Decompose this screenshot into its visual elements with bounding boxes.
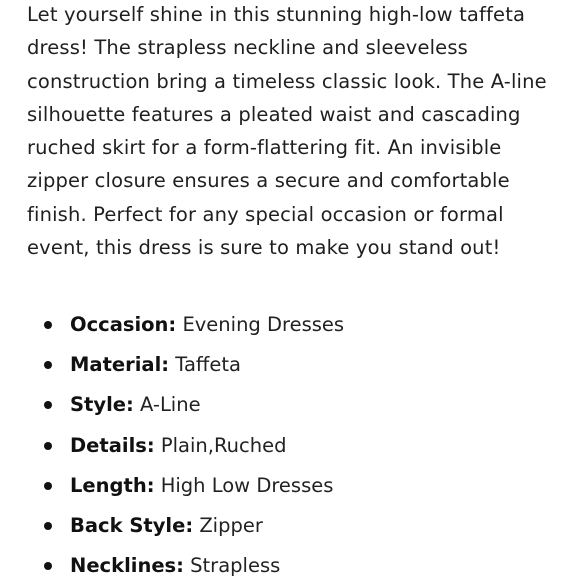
- product-specs-list: [40, 305, 344, 586]
- description-line: event, this dress is sure to make you stand out!: [27, 236, 501, 260]
- bullet-icon: [44, 482, 52, 490]
- bullet-icon: [44, 562, 52, 570]
- description-line: Let yourself shine in this stunning high-low taffeta: [27, 3, 526, 26]
- spec-item-material: [40, 345, 344, 385]
- bullet-icon: [44, 442, 52, 450]
- spec-item-style: [40, 385, 344, 425]
- spec-item-details: [40, 426, 344, 466]
- spec-label: Back Style:: [70, 514, 194, 538]
- bullet-icon: [44, 361, 52, 369]
- spec-item-length: [40, 466, 344, 506]
- bullet-icon: [44, 321, 52, 329]
- description-line: construction bring a timeless classic look. The A-line: [27, 69, 547, 93]
- spec-item-occasion: [40, 305, 344, 345]
- description-line: ruched skirt for a form-flattering fit. An invisible: [27, 136, 502, 160]
- spec-label: Material:: [70, 353, 170, 377]
- description-line: finish. Perfect for any special occasion or formal: [27, 202, 504, 226]
- bullet-icon: [44, 401, 52, 409]
- spec-label: Occasion:: [70, 313, 177, 336]
- description-line: dress! The strapless neckline and sleeveless: [27, 36, 468, 60]
- spec-value: Taffeta: [175, 353, 241, 377]
- spec-item-necklines: [40, 546, 344, 586]
- spec-value: Evening Dresses: [182, 313, 345, 336]
- bullet-icon: [44, 522, 52, 530]
- spec-value: A-Line: [140, 393, 201, 417]
- spec-label: Details:: [70, 433, 155, 457]
- spec-value: Plain,Ruched: [160, 433, 287, 457]
- product-description: [27, 0, 567, 264]
- spec-label: Style:: [70, 393, 134, 417]
- spec-label: Necklines:: [70, 554, 184, 578]
- description-line: zipper closure ensures a secure and comfortable: [27, 169, 510, 193]
- spec-value: Strapless: [190, 554, 281, 578]
- spec-label: Length:: [70, 473, 155, 497]
- spec-value: Zipper: [199, 514, 263, 538]
- spec-value: High Low Dresses: [160, 473, 334, 497]
- spec-item-back-style: [40, 506, 344, 546]
- description-line: silhouette features a pleated waist and cascading: [27, 102, 521, 126]
